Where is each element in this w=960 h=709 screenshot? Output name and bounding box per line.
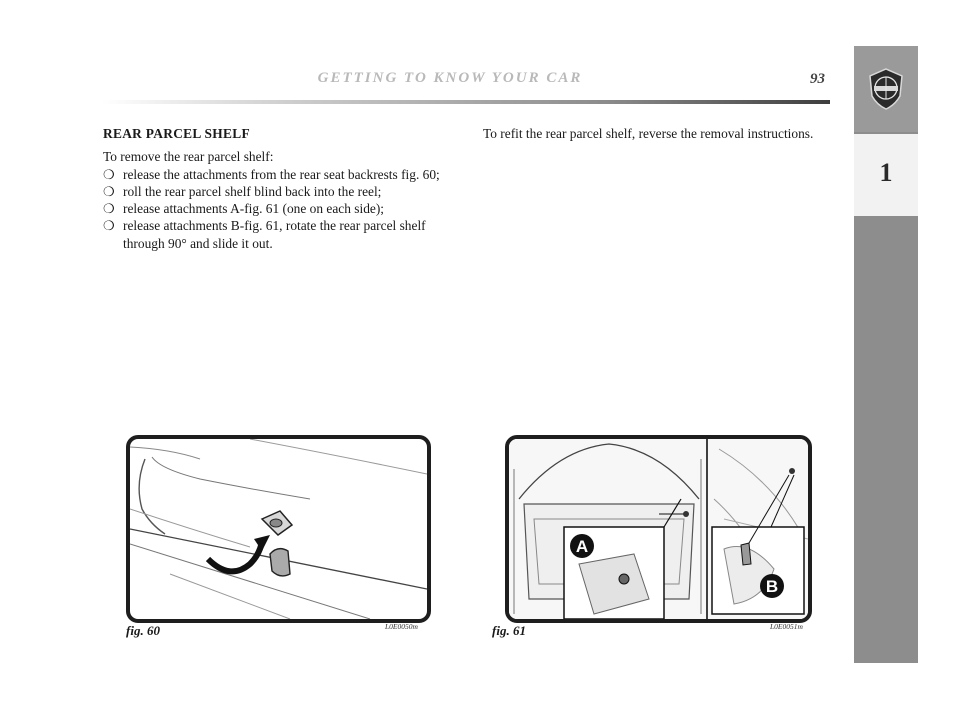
list-item: ❍ release attachments B-fig. 61, rotate the rear parcel shelf through 90° and slide it out.	[103, 218, 426, 251]
label-a: A	[575, 537, 589, 556]
chapter-number: 1	[879, 158, 893, 187]
page-header-title: GETTING TO KNOW YOUR CAR	[317, 70, 583, 86]
figure-code: L0E0050m	[385, 622, 418, 631]
figure-61-image	[505, 435, 812, 623]
chapter-side-tab	[854, 46, 918, 663]
car-boot-illustration	[509, 439, 808, 619]
parcel-shelf-attachment-illustration	[130, 439, 427, 619]
figure-60-image	[126, 435, 431, 623]
chapter-box	[854, 134, 918, 216]
right-column	[483, 125, 833, 142]
list-item: ❍ release the attachments from the rear seat backrests fig. 60;	[103, 166, 440, 182]
refit-text: To refit the rear parcel shelf, reverse the removal instructions.	[483, 126, 814, 141]
list-item: ❍ roll the rear parcel shelf blind back into the reel;	[103, 183, 382, 199]
intro-text: To remove the rear parcel shelf:	[103, 149, 274, 165]
label-b: B	[765, 577, 779, 596]
section-heading: REAR PARCEL SHELF	[103, 126, 250, 141]
figure-caption: fig. 61	[492, 623, 526, 638]
logo-box	[854, 46, 918, 132]
removal-steps	[103, 166, 453, 252]
bullet-icon: ❍	[103, 201, 115, 217]
bullet-icon: ❍	[103, 183, 115, 199]
figure-code: L0E0051m	[770, 622, 803, 631]
left-column	[103, 125, 453, 252]
figure-caption: fig. 60	[126, 623, 160, 638]
bullet-icon: ❍	[103, 166, 115, 182]
lancia-logo-icon	[867, 68, 905, 110]
page-number: 93	[810, 71, 825, 87]
bullet-icon: ❍	[103, 218, 115, 234]
release-clip	[262, 511, 292, 576]
list-item: ❍ release attachments A-fig. 61 (one on each side);	[103, 201, 385, 217]
header-rule	[102, 100, 830, 104]
